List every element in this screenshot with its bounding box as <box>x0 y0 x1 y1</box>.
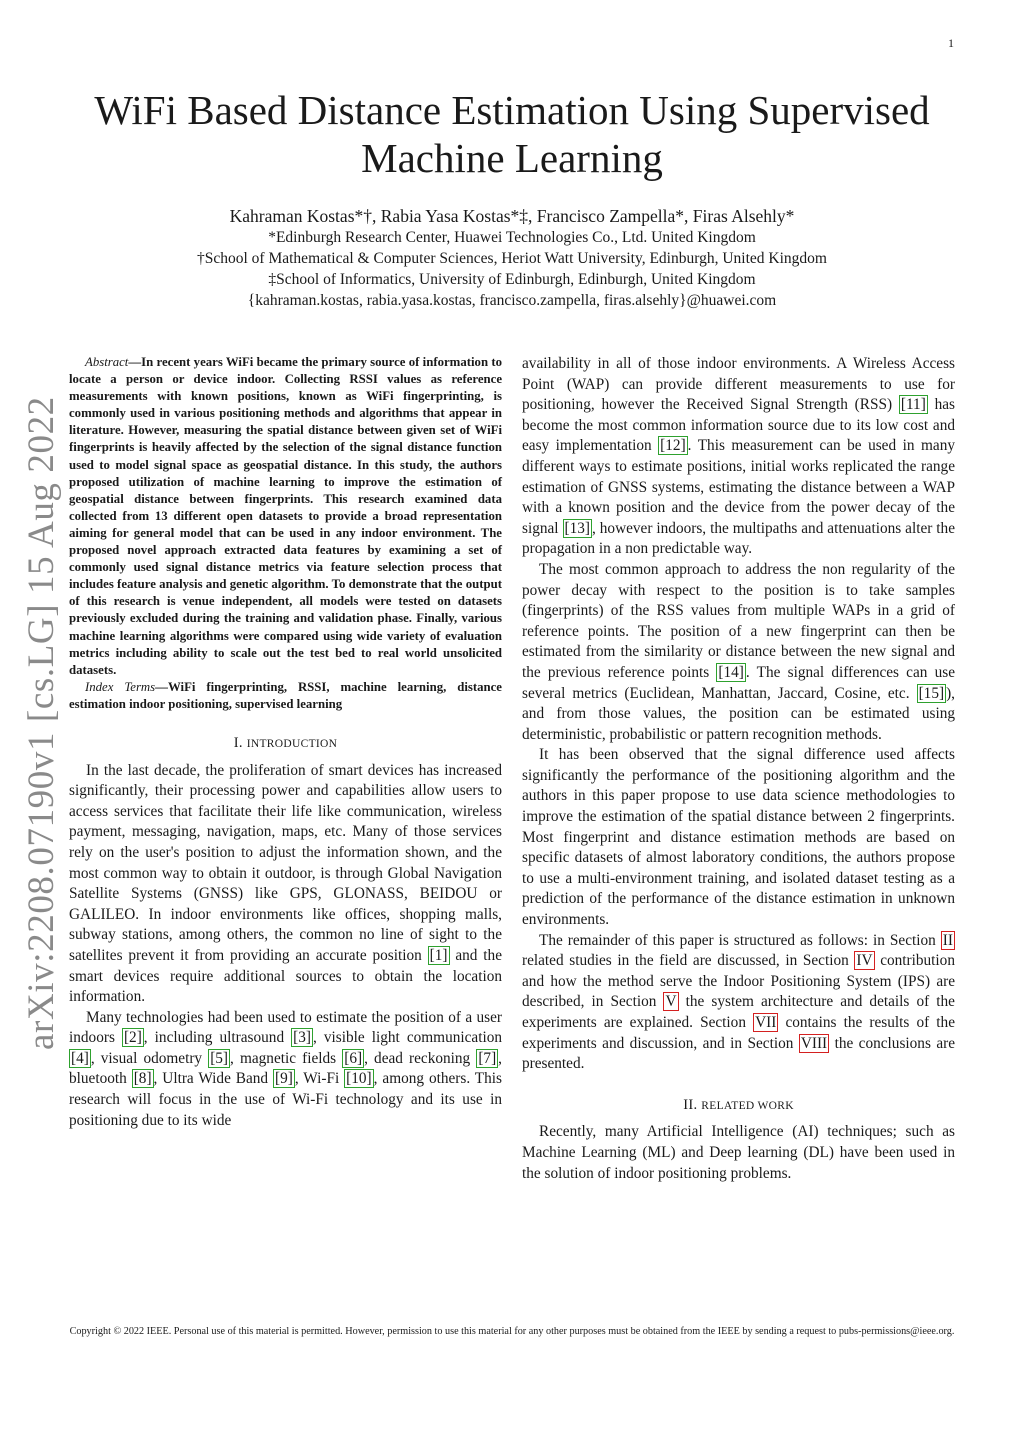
paragraph-text: The most common approach to address the non regularity of the power decay with respect to the position is to take samples (fingerprints) of the RSS values from multiple WAPs in a grid of reference points. The position of a new fingerprint can then be estimated from the similarity or distance between the new signal and the previous reference points <box>522 560 955 681</box>
paragraph-text: Many technologies had been used to estimate the position of a user indoors <box>69 1008 502 1047</box>
citation-link[interactable]: [12] <box>660 437 686 455</box>
citation-link[interactable]: [10] <box>346 1070 372 1088</box>
index-terms-label: Index Terms <box>85 679 156 694</box>
copyright-footer: Copyright © 2022 IEEE. Personal use of this material is permitted. However, permission to use this material for any other purposes must be obtained from the IEEE by sending a request to pubs-permissions@ieee.org. <box>69 1326 955 1337</box>
section-title: RELATED WORK <box>701 1099 794 1112</box>
section-title: INTRODUCTION <box>246 737 338 750</box>
paragraph-text: In the last decade, the proliferation of smart devices has increased significantly, their processing power and capabilities allow users to access services that facilitate their life like communication, wireless payment, messaging, navigation, maps, etc. Many of those services rely on the user's position to adjust the information shown, and the most common way to obtain it outdoor, is through Global Navigation Satellite Systems (GNSS) like GPS, GLONASS, BEIDOU or GALILEO. In indoor environments like offices, shopping malls, subway stations, among others, the common no line of sight to the satellites prevent it from providing an accurate position <box>69 761 502 964</box>
left-column <box>69 354 502 1131</box>
paragraph-text: has become the most common information source due to its low cost and easy implementation <box>522 396 955 455</box>
section-heading-introduction <box>69 733 502 755</box>
section-reference-link[interactable]: IV <box>856 952 873 970</box>
citation-link[interactable]: [7] <box>478 1049 497 1067</box>
page-number: 1 <box>948 36 954 50</box>
affiliation-heriot-watt: †School of Mathematical & Computer Sciences, Heriot Watt University, Edinburgh, United Kingdom <box>197 250 827 267</box>
arxiv-identifier: arXiv:2208.07190v1 [cs.LG] 15 Aug 2022 <box>21 396 62 1050</box>
paragraph-text: , visible light communication <box>313 1029 502 1047</box>
section-heading-related-work <box>522 1095 955 1117</box>
citation-link[interactable]: [15] <box>918 684 945 702</box>
section-reference-link[interactable]: II <box>942 931 953 949</box>
paragraph-text: , visual odometry <box>90 1049 209 1067</box>
paragraph-text: contains the results of the experiments and discussion, and in Section <box>522 1014 955 1052</box>
affiliation-edinburgh: ‡School of Informatics, University of Edinburgh, Edinburgh, United Kingdom <box>268 271 756 288</box>
abstract-text: —In recent years WiFi became the primary source of information to locate a person or device indoor. Collecting RSSI values as reference measurements with known positions, known as WiFi fingerprinting, is commonly used in various positioning methods and algorithms that appear in literature. However, measuring the spatial distance between given set of WiFi fingerprints is heavily affected by the selection of the signal distance function used to model signal space as geospatial distance. In this study, the authors proposed utilization of machine learning to improve the estimation of geospatial distance between fingerprints. This research examined data collected from 13 different open datasets to provide a broad representation aiming for general model that can be used in any indoor environment. The proposed novel approach extracted data features by examining a set of commonly used signal distance metrics via feature selection process that includes feature analysis and genetic algorithm. To demonstrate that the output of this research is venue independent, all models were tested on datasets previously excluded during the training and validation phase. Finally, various machine learning algorithms were compared using wide variety of evaluation metrics including ability to scale out the test bed to real world unsolicited datasets. <box>69 355 502 677</box>
citation-link[interactable]: [5] <box>210 1049 229 1067</box>
paragraph-text: , Ultra Wide Band <box>153 1070 273 1088</box>
paragraph-text: availability in all of those indoor environments. A Wireless Access Point (WAP) can provide different measurements to use for positioning, however the Received Signal Strength (RSS) <box>522 355 955 414</box>
paragraph-text: the system architecture and details of the experiments are explained. Section <box>522 993 955 1031</box>
paper-title: WiFi Based Distance Estimation Using Supervised Machine Learning <box>94 87 930 181</box>
section-reference-link[interactable]: V <box>665 993 677 1011</box>
intro-paragraph-6 <box>522 931 955 1075</box>
section-number: II. <box>683 1096 702 1113</box>
section-number: I. <box>233 734 247 751</box>
section-reference-link[interactable]: VII <box>755 1014 777 1031</box>
intro-paragraph-1 <box>69 761 502 1008</box>
paragraph-text: , magnetic fields <box>230 1049 343 1067</box>
paragraph-text: , however indoors, the multipaths and attenuations alter the propagation in a non predictable way. <box>522 519 955 558</box>
author-list: Kahraman Kostas*†, Rabia Yasa Kostas*‡, Francisco Zampella*, Firas Alsehly* <box>229 206 795 226</box>
author-block <box>70 206 954 311</box>
citation-link[interactable]: [9] <box>275 1070 293 1088</box>
index-terms <box>69 679 502 713</box>
paragraph-text: , among others. This research will focus in the use of Wi-Fi technology and its use in positioning due to its wide <box>69 1070 502 1129</box>
citation-link[interactable]: [14] <box>718 663 744 681</box>
citation-link[interactable]: [8] <box>133 1070 152 1088</box>
citation-link[interactable]: [3] <box>293 1029 311 1047</box>
paragraph-text: The remainder of this paper is structured as follows: in Section <box>539 931 941 949</box>
section-reference-link[interactable]: VIII <box>800 1034 828 1052</box>
paragraph-text: ), and from those values, the position can be estimated using deterministic, probabilistic or pattern recognition methods. <box>522 684 955 743</box>
abstract <box>69 354 502 679</box>
intro-paragraph-2 <box>69 1008 502 1132</box>
citation-link[interactable]: [11] <box>900 396 926 414</box>
intro-paragraph-4 <box>522 560 955 745</box>
paragraph-text: the conclusions are presented. <box>522 1034 956 1073</box>
citation-link[interactable]: [1] <box>429 946 448 964</box>
citation-link[interactable]: [4] <box>71 1049 89 1067</box>
paragraph-text: related studies in the field are discussed, in Section <box>522 952 855 970</box>
intro-paragraph-5: It has been observed that the signal difference used affects significantly the performance of the positioning algorithm and the authors in this paper propose to use data science methodologies to improve the estimation of the spatial distance between 2 fingerprints. Most fingerprint and distance estimation methods are based on specific datasets of almost laboratory conditions, the authors propose to use a multi-environment training, and isolated dataset testing as a prediction of the performance of the distance estimation in unknown environments. <box>522 746 955 929</box>
author-emails: {kahraman.kostas, rabia.yasa.kostas, francisco.zampella, firas.alsehly}@huawei.com <box>247 292 777 309</box>
paragraph-text: and the smart devices require additional sources to obtain the location information. <box>69 946 502 1006</box>
paragraph-text: , Wi-Fi <box>294 1070 345 1088</box>
citation-link[interactable]: [6] <box>344 1049 363 1067</box>
paragraph-text: , dead reckoning <box>364 1049 477 1067</box>
related-paragraph-1: Recently, many Artificial Intelligence (AI) techniques; such as Machine Learning (ML) and Deep learning (DL) have been used in the solution of indoor positioning problems. <box>522 1123 955 1182</box>
right-column <box>522 354 955 1184</box>
index-terms-text: —WiFi fingerprinting, RSSI, machine learning, distance estimation indoor positioning, supervised learning <box>69 679 502 711</box>
paragraph-text: . This measurement can be used in many different ways to estimate positions, initial works replicated the range estimation of GNSS systems, estimating the distance between a WAP with a known position and the device from the power decay of the signal <box>522 437 955 537</box>
citation-link[interactable]: [13] <box>564 519 590 537</box>
paragraph-text: . The signal differences can use several metrics (Euclidean, Manhattan, Jaccard, Cosine, etc. <box>522 663 955 702</box>
paragraph-text: contribution and how the method serve the Indoor Positioning System (IPS) are described, in Section <box>522 952 955 1011</box>
paragraph-text: , bluetooth <box>69 1049 502 1088</box>
paragraph-text: , including ultrasound <box>143 1029 292 1047</box>
affiliation-huawei: *Edinburgh Research Center, Huawei Technologies Co., Ltd. United Kingdom <box>268 229 756 246</box>
abstract-label: Abstract <box>85 355 129 369</box>
intro-paragraph-3 <box>522 354 955 560</box>
citation-link[interactable]: [2] <box>123 1029 142 1047</box>
